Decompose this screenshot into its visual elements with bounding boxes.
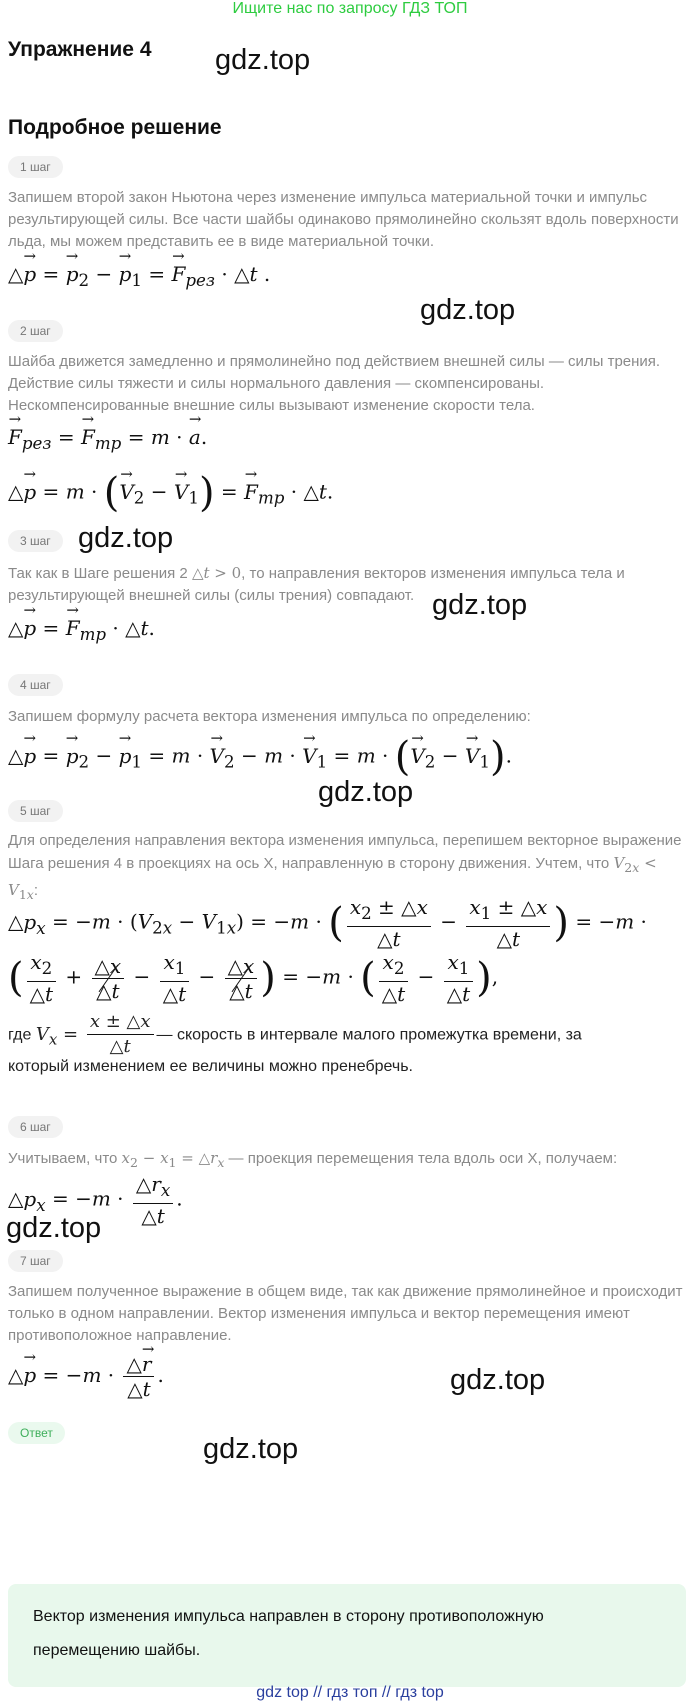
watermark: gdz.top: [450, 1364, 546, 1396]
watermark: gdz.top: [432, 589, 528, 621]
watermark: gdz.top: [318, 776, 414, 808]
step-badge: 4 шаг: [8, 674, 63, 696]
formula-step3: △→ p = → $F_{тр}$ · △t.: [8, 616, 155, 644]
answer-text: Вектор изменения импульса направлен в сторону противоположную перемещению шайбы.: [33, 1608, 544, 1659]
step-text: Запишем полученное выражение в общем виде, так как движение прямолинейное и происходит только в одном направлении. Вектор изменения импульса и вектор перемещения имеют противоположное направление.: [8, 1283, 683, 1344]
step-text: Шайба движется замедленно и прямолинейно под действием внешней силы — силы трения. Действие силы тяжести и силы нормального давления — скомпенсированы. Нескомпенсированные внешние силы вызывают изменение скорости тела.: [8, 353, 661, 414]
step-text: Для определения направления вектора изменения импульса, перепишем векторное выражение Шага решения 4 в проекциях на ось X, направленную в сторону движения. Учтем, что $V_{2x} < V_{1x}$:: [8, 832, 682, 902]
step-badge: 1 шаг: [8, 156, 63, 178]
formula-step1: △→ p = → $p_2$ − → $p_1$ = → $F_{рез}$ · △t .: [8, 262, 270, 290]
step-badge: 2 шаг: [8, 320, 63, 342]
footer-links[interactable]: gdz top // гдз топ // гдз top: [256, 1684, 444, 1701]
step5-note-line2: который изменением ее величины можно пренебречь.: [8, 1058, 413, 1075]
formula-step4: △→ p = → $p_2$ − → $p_1 = m$ · → $V_2 - m$ · → $V_1 = m$ · (→ $V_2$ − → $V_1$).: [8, 734, 512, 780]
formula-step5a: $\triangle p_x = -m \cdot (V_{2x} - V_{1x}) = -m$ · ( $\frac{x_2 \pm \triangle x}{\triangle t}$ − $\frac{x_1 \pm \triangle x}{\triangle t}$ ) = −m ·: [8, 895, 647, 951]
answer-badge: Ответ: [8, 1422, 65, 1444]
watermark: gdz.top: [203, 1433, 299, 1465]
step-text: Учитываем, что $x_2 - x_1$ = $\triangle r_x$ — проекция перемещения тела вдоль оси X, получаем:: [8, 1149, 618, 1170]
watermark: gdz.top: [78, 522, 174, 554]
formula-step2b: △→ p = m · (→ $V_2$ − → $V_1$) = → $F_{тр}$ · △t.: [8, 470, 333, 516]
formula-step7: △→ p = −m · $\frac{\triangle\to r}{\triangle t}$ .: [8, 1352, 164, 1401]
formula-step6: $\triangle p_x = -m$ · $\frac{\triangle r_x}{\triangle t}$ .: [8, 1172, 183, 1228]
watermark: gdz.top: [420, 294, 516, 326]
watermark: gdz.top: [215, 44, 311, 76]
step-badge: 7 шаг: [8, 1250, 63, 1272]
formula-step2a: → $F_{рез}$ = → $F_{тр} = m$ · → a.: [8, 425, 207, 453]
step-text: Запишем второй закон Ньютона через изменение импульса материальной точки и импульс результирующей силы. Все части шайбы одинаково прямолинейно скользят вдоль поверхности льда, мы можем представить ее в виде материальной точки.: [8, 189, 679, 250]
section-title: Подробное решение: [8, 116, 222, 139]
step-badge: 3 шаг: [8, 530, 63, 552]
step5-note: где $V_x$ = $\frac{x \pm \triangle x}{\triangle t}$ — скорость в интервале малого промежутка времени, за: [8, 1011, 582, 1057]
formula-step5b: ( $\frac{x_2}{\triangle t}$ + $\frac{\triangle x}{\triangle t}$ − $\frac{x_1}{\triangle t}$ − $\frac{\triangle x}{\triangle t}$ ) = −m · ( $\frac{x_2}{\triangle t}$ − $\frac{x_1}{\triangle t}$ ),: [8, 950, 499, 1006]
exercise-title: Упражнение 4: [8, 38, 152, 61]
step-badge: 6 шаг: [8, 1116, 63, 1138]
step-badge: 5 шаг: [8, 800, 63, 822]
watermark: gdz.top: [6, 1212, 102, 1244]
step-text: Так как в Шаге решения 2 △t > 0, то направления векторов изменения импульса тела и результирующей внешней силы (силы трения) совпадают.: [8, 564, 625, 604]
step-text: Запишем формулу расчета вектора изменения импульса по определению:: [8, 708, 531, 725]
search-promo-link[interactable]: Ищите нас по запросу ГДЗ ТОП: [232, 0, 468, 17]
